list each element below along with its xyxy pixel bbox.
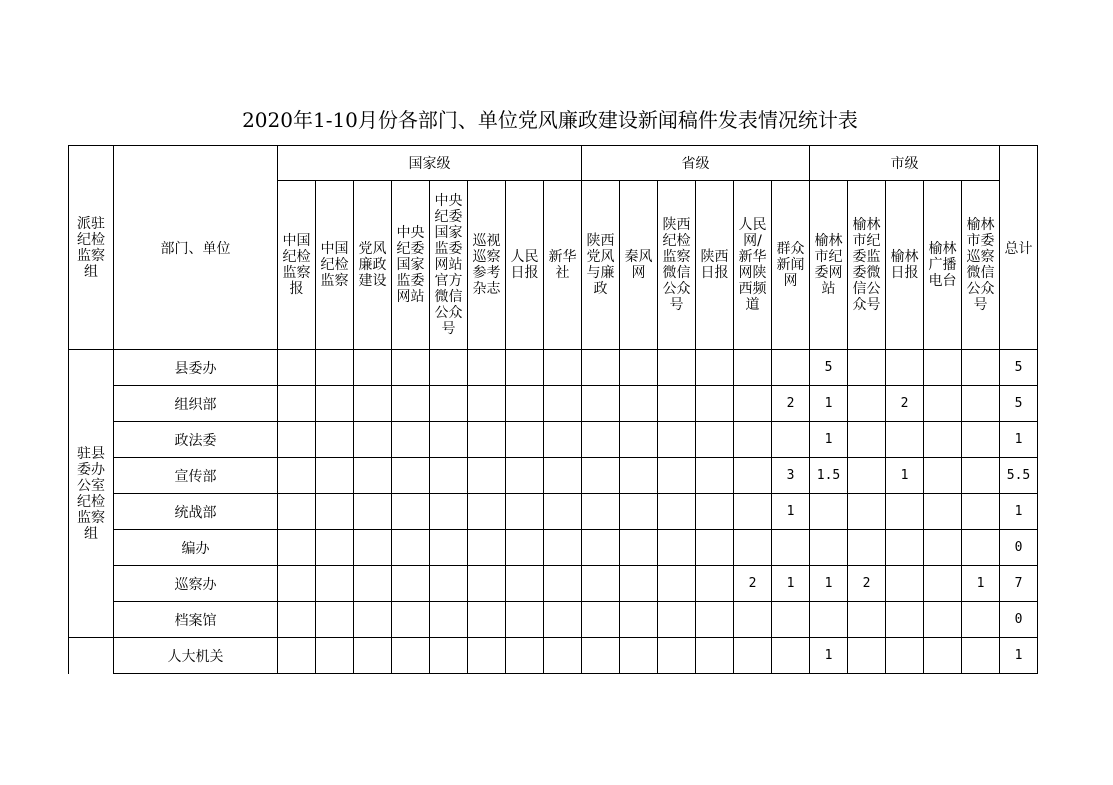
value-cell [734,530,772,566]
value-cell: 1 [962,566,1000,602]
value-cell [696,602,734,638]
total-cell: 1 [1000,422,1038,458]
dept-cell: 政法委 [114,422,278,458]
value-cell [886,566,924,602]
value-cell [620,530,658,566]
value-cell [354,638,392,674]
value-cell [430,494,468,530]
value-cell [392,530,430,566]
value-cell [392,386,430,422]
value-cell [354,602,392,638]
value-cell: 1 [886,458,924,494]
value-cell [848,386,886,422]
value-cell [582,386,620,422]
value-cell [734,422,772,458]
value-cell [962,638,1000,674]
value-cell [278,638,316,674]
dept-cell: 人大机关 [114,638,278,674]
value-cell [886,422,924,458]
column-header: 巡视巡察参考杂志 [468,181,506,350]
value-cell [810,602,848,638]
value-cell: 1 [772,494,810,530]
dept-cell: 县委办 [114,350,278,386]
column-header: 榆林日报 [886,181,924,350]
value-cell [506,458,544,494]
table-row [69,350,1038,386]
value-cell [620,458,658,494]
value-cell [582,638,620,674]
dept-cell: 组织部 [114,386,278,422]
value-cell [354,494,392,530]
value-cell [620,386,658,422]
value-cell [886,494,924,530]
value-cell [582,458,620,494]
value-cell [620,494,658,530]
dept-cell: 统战部 [114,494,278,530]
value-cell [848,530,886,566]
value-cell [506,638,544,674]
value-cell [392,566,430,602]
value-cell [544,638,582,674]
value-cell [582,350,620,386]
total-cell: 0 [1000,530,1038,566]
value-cell [772,602,810,638]
value-cell [848,458,886,494]
value-cell [924,602,962,638]
value-cell [772,638,810,674]
value-cell [696,458,734,494]
value-cell [962,494,1000,530]
value-cell [354,386,392,422]
value-cell [544,566,582,602]
value-cell [278,386,316,422]
value-cell [316,530,354,566]
group-header: 派驻纪检监察组 [69,146,114,350]
value-cell [430,350,468,386]
value-cell [772,350,810,386]
value-cell [392,494,430,530]
value-cell [544,530,582,566]
value-cell [392,602,430,638]
column-header: 中国纪检监察报 [278,181,316,350]
value-cell [924,566,962,602]
value-cell: 2 [886,386,924,422]
value-cell [316,602,354,638]
value-cell [696,422,734,458]
total-cell: 0 [1000,602,1038,638]
value-cell [354,566,392,602]
value-cell [582,566,620,602]
value-cell [696,350,734,386]
value-cell [506,566,544,602]
value-cell [392,638,430,674]
value-cell [354,530,392,566]
column-header: 党风廉政建设 [354,181,392,350]
statistics-table [68,145,1038,674]
dept-cell: 档案馆 [114,602,278,638]
value-cell [734,638,772,674]
value-cell: 1 [810,422,848,458]
value-cell [278,530,316,566]
column-header: 秦风网 [620,181,658,350]
total-cell: 5.5 [1000,458,1038,494]
value-cell: 2 [734,566,772,602]
value-cell [316,638,354,674]
column-header: 新华社 [544,181,582,350]
column-header: 人民网/新华网陕西频道 [734,181,772,350]
value-cell [544,350,582,386]
total-cell: 1 [1000,638,1038,674]
value-cell [772,422,810,458]
value-cell [468,530,506,566]
value-cell [468,566,506,602]
value-cell [316,350,354,386]
value-cell [620,638,658,674]
value-cell [544,494,582,530]
value-cell [962,350,1000,386]
value-cell [658,530,696,566]
level-header-provincial: 省级 [582,146,810,181]
value-cell [924,422,962,458]
value-cell [582,494,620,530]
value-cell [924,458,962,494]
value-cell [544,458,582,494]
value-cell [924,494,962,530]
value-cell [848,422,886,458]
value-cell [696,530,734,566]
column-header: 中央纪委国家监委网站 [392,181,430,350]
value-cell [848,494,886,530]
value-cell [392,422,430,458]
value-cell [658,494,696,530]
table-row [69,530,1038,566]
value-cell [620,602,658,638]
value-cell [354,458,392,494]
table-body [69,350,1038,674]
value-cell [772,530,810,566]
value-cell [962,458,1000,494]
value-cell [278,458,316,494]
value-cell [544,602,582,638]
table-row [69,566,1038,602]
value-cell [962,602,1000,638]
table-row [69,638,1038,674]
column-header: 陕西党风与廉政 [582,181,620,350]
value-cell [582,602,620,638]
column-header: 榆林市纪委监委微信公众号 [848,181,886,350]
value-cell: 2 [772,386,810,422]
value-cell [658,638,696,674]
value-cell [620,422,658,458]
value-cell [392,458,430,494]
column-header: 人民日报 [506,181,544,350]
value-cell [582,422,620,458]
value-cell [468,386,506,422]
value-cell [734,494,772,530]
value-cell [696,386,734,422]
value-cell [506,350,544,386]
value-cell: 3 [772,458,810,494]
table-row [69,494,1038,530]
column-header: 群众新闻网 [772,181,810,350]
value-cell [316,566,354,602]
table-row [69,422,1038,458]
value-cell [430,386,468,422]
value-cell [658,422,696,458]
column-header: 陕西纪检监察微信公众号 [658,181,696,350]
value-cell [506,386,544,422]
value-cell [658,386,696,422]
value-cell [696,566,734,602]
value-cell [278,494,316,530]
value-cell [430,422,468,458]
dept-cell: 宣传部 [114,458,278,494]
value-cell [810,494,848,530]
value-cell [658,458,696,494]
dept-header: 部门、单位 [114,146,278,350]
value-cell [962,386,1000,422]
value-cell [544,386,582,422]
value-cell [354,350,392,386]
value-cell [278,422,316,458]
value-cell [734,458,772,494]
dept-cell: 巡察办 [114,566,278,602]
value-cell: 1.5 [810,458,848,494]
value-cell [924,530,962,566]
total-cell: 5 [1000,386,1038,422]
value-cell [316,422,354,458]
value-cell [430,458,468,494]
value-cell [468,350,506,386]
value-cell [468,422,506,458]
value-cell [278,602,316,638]
value-cell [848,602,886,638]
value-cell [658,602,696,638]
column-header: 陕西日报 [696,181,734,350]
value-cell [468,602,506,638]
value-cell [886,350,924,386]
level-header-national: 国家级 [278,146,582,181]
column-header: 榆林市纪委网站 [810,181,848,350]
value-cell [658,566,696,602]
value-cell [506,602,544,638]
value-cell [734,602,772,638]
value-cell [468,458,506,494]
level-header-city: 市级 [810,146,1000,181]
value-cell: 1 [810,566,848,602]
group-cell: 驻县委办公室纪检监察组 [69,350,114,638]
value-cell [430,530,468,566]
group-cell [69,638,114,674]
table-row [69,386,1038,422]
value-cell [430,566,468,602]
total-cell: 7 [1000,566,1038,602]
value-cell [506,530,544,566]
total-cell: 1 [1000,494,1038,530]
value-cell: 2 [848,566,886,602]
value-cell [962,422,1000,458]
value-cell [734,386,772,422]
dept-cell: 编办 [114,530,278,566]
value-cell [430,602,468,638]
value-cell [734,350,772,386]
value-cell [848,638,886,674]
value-cell [278,566,316,602]
value-cell [316,494,354,530]
value-cell: 5 [810,350,848,386]
table-row [69,602,1038,638]
value-cell [544,422,582,458]
value-cell [582,530,620,566]
page-title: 2020年1-10月份各部门、单位党风廉政建设新闻稿件发表情况统计表 [242,108,858,132]
value-cell [316,386,354,422]
column-header: 榆林广播电台 [924,181,962,350]
value-cell [924,638,962,674]
value-cell [316,458,354,494]
value-cell [886,602,924,638]
value-cell [354,422,392,458]
value-cell [658,350,696,386]
column-header: 榆林市委巡察微信公众号 [962,181,1000,350]
value-cell: 1 [810,638,848,674]
value-cell [886,530,924,566]
value-cell [924,350,962,386]
total-header: 总计 [1000,146,1038,350]
value-cell [696,494,734,530]
total-cell: 5 [1000,350,1038,386]
value-cell: 1 [810,386,848,422]
value-cell [468,638,506,674]
value-cell [962,530,1000,566]
value-cell [620,350,658,386]
value-cell [430,638,468,674]
column-header: 中国纪检监察 [316,181,354,350]
value-cell [886,638,924,674]
value-cell [620,566,658,602]
value-cell [468,494,506,530]
value-cell [810,530,848,566]
value-cell [924,386,962,422]
value-cell [696,638,734,674]
value-cell [506,422,544,458]
value-cell [278,350,316,386]
table-row [69,458,1038,494]
value-cell: 1 [772,566,810,602]
value-cell [848,350,886,386]
value-cell [392,350,430,386]
value-cell [506,494,544,530]
column-header: 中央纪委国家监委网站官方微信公众号 [430,181,468,350]
